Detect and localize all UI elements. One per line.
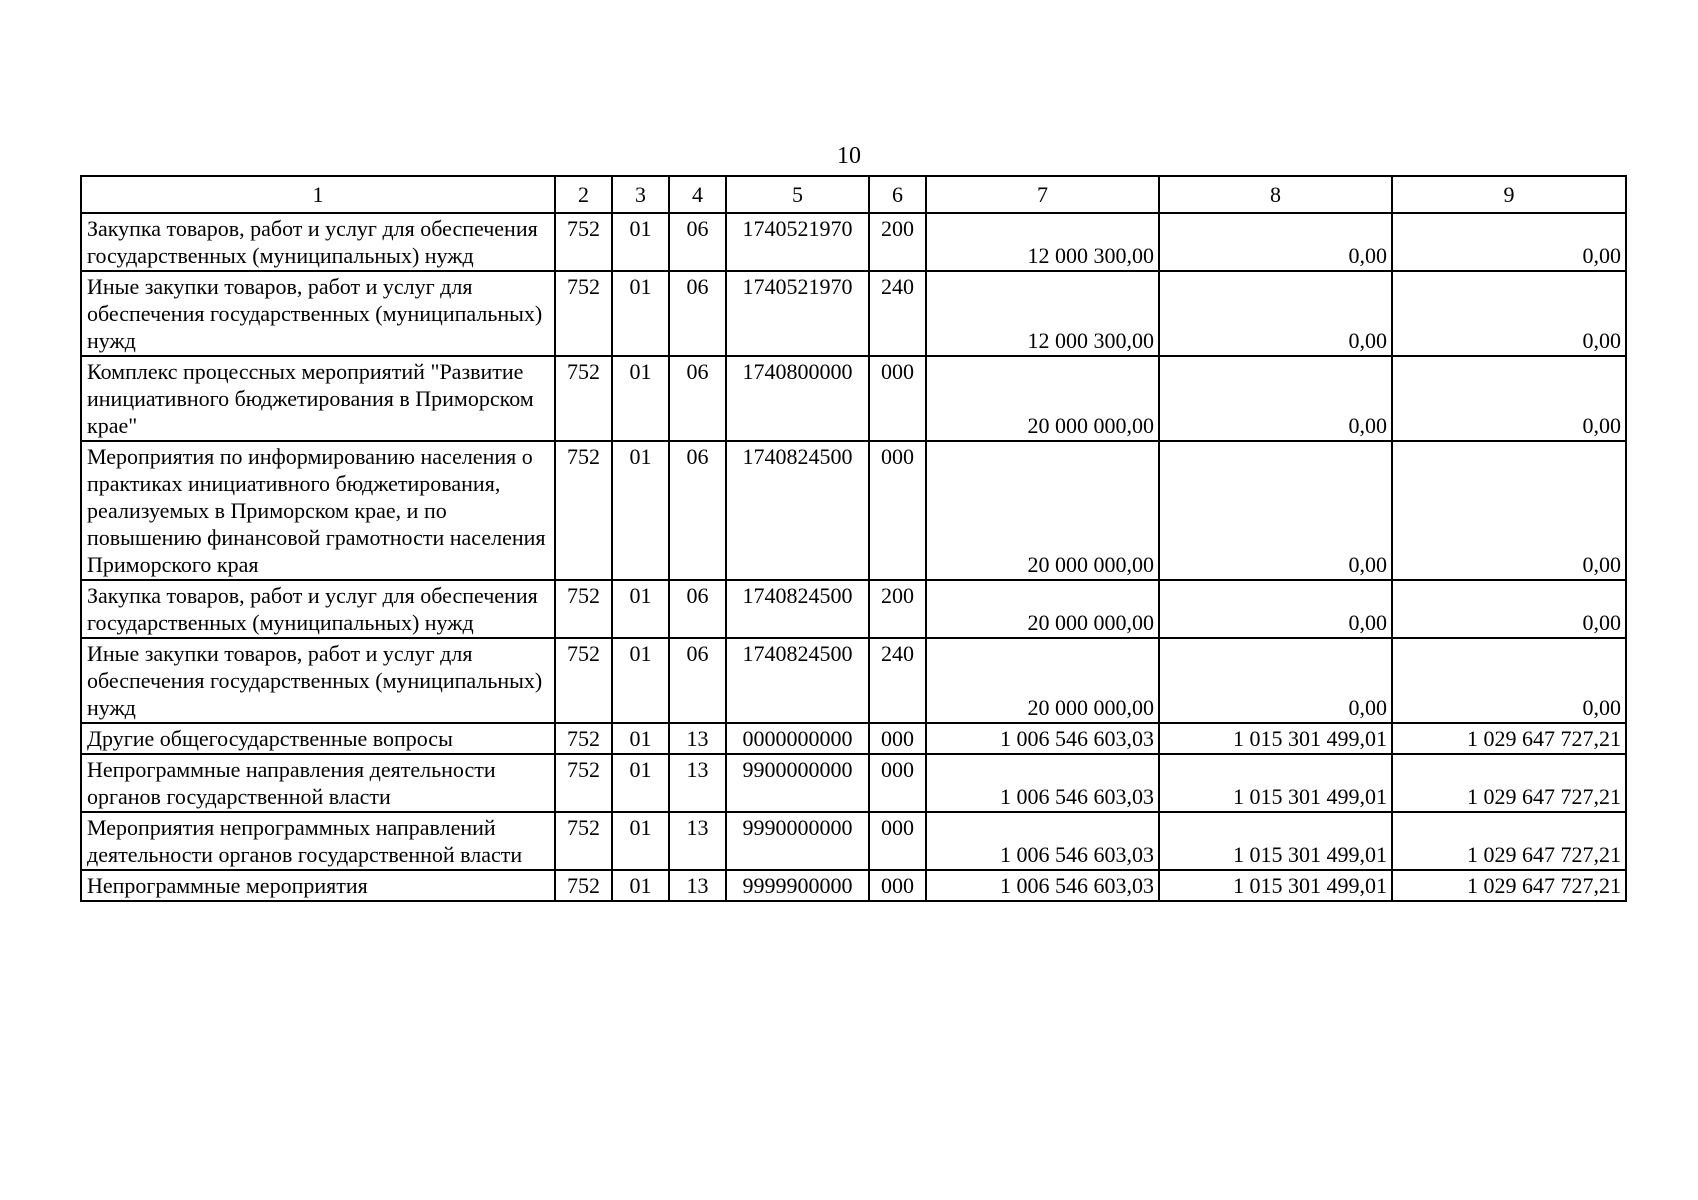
budget-table xyxy=(80,175,1627,902)
column-header-1: 1 xyxy=(81,176,555,213)
expense-type-code-cell: 200 xyxy=(869,213,926,271)
amount-col7-cell: 20 000 000,00 xyxy=(926,638,1159,723)
grbs-code-cell: 752 xyxy=(555,638,612,723)
section-code-cell: 01 xyxy=(612,213,669,271)
section-code-cell: 01 xyxy=(612,580,669,638)
amount-col9-cell: 0,00 xyxy=(1392,580,1626,638)
expense-type-code-cell: 240 xyxy=(869,271,926,356)
row-name-cell: Другие общегосударственные вопросы xyxy=(81,723,555,754)
amount-col7-cell: 1 006 546 603,03 xyxy=(926,870,1159,901)
column-number-header-row xyxy=(81,176,1626,213)
row-name-cell: Иные закупки товаров, работ и услуг для обеспечения государственных (муниципальных) нужд xyxy=(81,271,555,356)
section-code-cell: 01 xyxy=(612,271,669,356)
section-code-cell: 01 xyxy=(612,356,669,441)
section-code-cell: 01 xyxy=(612,638,669,723)
amount-col9-cell: 1 029 647 727,21 xyxy=(1392,870,1626,901)
table-row xyxy=(81,356,1626,441)
target-article-code-cell: 1740824500 xyxy=(726,441,869,580)
subsection-code-cell: 13 xyxy=(669,870,726,901)
amount-col8-cell: 1 015 301 499,01 xyxy=(1159,754,1392,812)
amount-col9-cell: 1 029 647 727,21 xyxy=(1392,754,1626,812)
subsection-code-cell: 06 xyxy=(669,356,726,441)
expense-type-code-cell: 000 xyxy=(869,723,926,754)
subsection-code-cell: 13 xyxy=(669,723,726,754)
column-header-2: 2 xyxy=(555,176,612,213)
column-header-4: 4 xyxy=(669,176,726,213)
grbs-code-cell: 752 xyxy=(555,812,612,870)
target-article-code-cell: 9999900000 xyxy=(726,870,869,901)
amount-col9-cell: 0,00 xyxy=(1392,356,1626,441)
table-row xyxy=(81,870,1626,901)
amount-col9-cell: 0,00 xyxy=(1392,271,1626,356)
column-header-7: 7 xyxy=(926,176,1159,213)
subsection-code-cell: 06 xyxy=(669,441,726,580)
expense-type-code-cell: 000 xyxy=(869,754,926,812)
column-header-6: 6 xyxy=(869,176,926,213)
amount-col7-cell: 20 000 000,00 xyxy=(926,356,1159,441)
row-name-cell: Непрограммные направления деятельности органов государственной власти xyxy=(81,754,555,812)
grbs-code-cell: 752 xyxy=(555,870,612,901)
target-article-code-cell: 1740800000 xyxy=(726,356,869,441)
expense-type-code-cell: 200 xyxy=(869,580,926,638)
amount-col8-cell: 0,00 xyxy=(1159,213,1392,271)
subsection-code-cell: 06 xyxy=(669,638,726,723)
amount-col8-cell: 0,00 xyxy=(1159,441,1392,580)
amount-col8-cell: 0,00 xyxy=(1159,356,1392,441)
target-article-code-cell: 1740521970 xyxy=(726,213,869,271)
grbs-code-cell: 752 xyxy=(555,723,612,754)
column-header-5: 5 xyxy=(726,176,869,213)
amount-col7-cell: 20 000 000,00 xyxy=(926,441,1159,580)
row-name-cell: Иные закупки товаров, работ и услуг для обеспечения государственных (муниципальных) нужд xyxy=(81,638,555,723)
expense-type-code-cell: 000 xyxy=(869,812,926,870)
row-name-cell: Мероприятия непрограммных направлений деятельности органов государственной власти xyxy=(81,812,555,870)
table-row xyxy=(81,271,1626,356)
expense-type-code-cell: 000 xyxy=(869,870,926,901)
target-article-code-cell: 0000000000 xyxy=(726,723,869,754)
table-row xyxy=(81,638,1626,723)
amount-col7-cell: 20 000 000,00 xyxy=(926,580,1159,638)
subsection-code-cell: 13 xyxy=(669,812,726,870)
grbs-code-cell: 752 xyxy=(555,754,612,812)
target-article-code-cell: 1740824500 xyxy=(726,638,869,723)
amount-col7-cell: 12 000 300,00 xyxy=(926,271,1159,356)
expense-type-code-cell: 000 xyxy=(869,441,926,580)
amount-col7-cell: 12 000 300,00 xyxy=(926,213,1159,271)
column-header-8: 8 xyxy=(1159,176,1392,213)
table-row xyxy=(81,213,1626,271)
expense-type-code-cell: 000 xyxy=(869,356,926,441)
amount-col7-cell: 1 006 546 603,03 xyxy=(926,754,1159,812)
section-code-cell: 01 xyxy=(612,754,669,812)
amount-col9-cell: 0,00 xyxy=(1392,441,1626,580)
amount-col8-cell: 1 015 301 499,01 xyxy=(1159,812,1392,870)
grbs-code-cell: 752 xyxy=(555,580,612,638)
subsection-code-cell: 06 xyxy=(669,213,726,271)
page-number: 10 xyxy=(837,143,861,169)
grbs-code-cell: 752 xyxy=(555,441,612,580)
expense-type-code-cell: 240 xyxy=(869,638,926,723)
row-name-cell: Комплекс процессных мероприятий "Развитие инициативного бюджетирования в Приморском крае" xyxy=(81,356,555,441)
grbs-code-cell: 752 xyxy=(555,356,612,441)
amount-col9-cell: 0,00 xyxy=(1392,213,1626,271)
target-article-code-cell: 9990000000 xyxy=(726,812,869,870)
target-article-code-cell: 1740824500 xyxy=(726,580,869,638)
row-name-cell: Непрограммные мероприятия xyxy=(81,870,555,901)
section-code-cell: 01 xyxy=(612,723,669,754)
table-row xyxy=(81,754,1626,812)
row-name-cell: Закупка товаров, работ и услуг для обеспечения государственных (муниципальных) нужд xyxy=(81,213,555,271)
amount-col7-cell: 1 006 546 603,03 xyxy=(926,723,1159,754)
amount-col8-cell: 1 015 301 499,01 xyxy=(1159,870,1392,901)
amount-col8-cell: 0,00 xyxy=(1159,580,1392,638)
section-code-cell: 01 xyxy=(612,441,669,580)
amount-col8-cell: 0,00 xyxy=(1159,638,1392,723)
amount-col7-cell: 1 006 546 603,03 xyxy=(926,812,1159,870)
amount-col8-cell: 1 015 301 499,01 xyxy=(1159,723,1392,754)
grbs-code-cell: 752 xyxy=(555,213,612,271)
grbs-code-cell: 752 xyxy=(555,271,612,356)
section-code-cell: 01 xyxy=(612,812,669,870)
column-header-3: 3 xyxy=(612,176,669,213)
subsection-code-cell: 06 xyxy=(669,271,726,356)
table-row xyxy=(81,812,1626,870)
section-code-cell: 01 xyxy=(612,870,669,901)
amount-col9-cell: 1 029 647 727,21 xyxy=(1392,812,1626,870)
subsection-code-cell: 06 xyxy=(669,580,726,638)
table-row xyxy=(81,580,1626,638)
amount-col9-cell: 1 029 647 727,21 xyxy=(1392,723,1626,754)
column-header-9: 9 xyxy=(1392,176,1626,213)
amount-col8-cell: 0,00 xyxy=(1159,271,1392,356)
table-row xyxy=(81,441,1626,580)
amount-col9-cell: 0,00 xyxy=(1392,638,1626,723)
row-name-cell: Закупка товаров, работ и услуг для обеспечения государственных (муниципальных) нужд xyxy=(81,580,555,638)
table-row xyxy=(81,723,1626,754)
target-article-code-cell: 9900000000 xyxy=(726,754,869,812)
row-name-cell: Мероприятия по информированию населения о практиках инициативного бюджетирования, реализуемых в Приморском крае, и по повышению финансовой грамотности населения Приморского края xyxy=(81,441,555,580)
subsection-code-cell: 13 xyxy=(669,754,726,812)
target-article-code-cell: 1740521970 xyxy=(726,271,869,356)
